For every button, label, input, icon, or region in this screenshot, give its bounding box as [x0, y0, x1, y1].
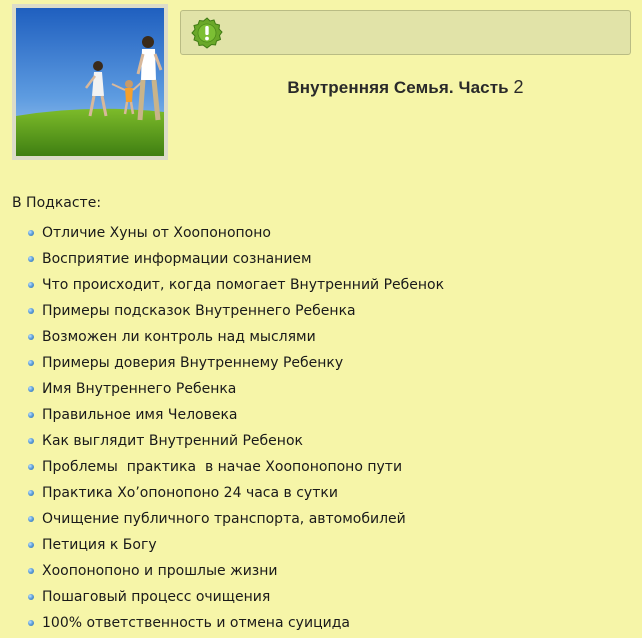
title-part-number: 2: [513, 77, 524, 97]
list-item: [0, 560, 444, 586]
article-title: [180, 77, 631, 98]
list-item-text: Пошаговый процесс очищения: [42, 589, 271, 605]
bullet-icon: [28, 230, 34, 236]
bullet-icon: [28, 568, 34, 574]
list-item: [0, 430, 444, 456]
list-item-text: Хоопонопоно и прошлые жизни: [42, 563, 278, 579]
list-item-text: Примеры доверия Внутреннему Ребенку: [42, 355, 344, 371]
title-part: Часть: [458, 78, 514, 97]
bullet-icon: [28, 282, 34, 288]
bullet-icon: [28, 412, 34, 418]
list-item: [0, 352, 444, 378]
list-item: [0, 612, 444, 638]
bullet-icon: [28, 386, 34, 392]
list-item-text: Отличие Хуны от Хоопонопоно: [42, 225, 271, 241]
list-item-text: Практика Хо’опонопоно 24 часа в сутки: [42, 485, 338, 501]
podcast-topic-list: [0, 222, 444, 638]
list-item: [0, 508, 444, 534]
list-item: [0, 482, 444, 508]
list-item: [0, 456, 444, 482]
list-item-text: Восприятие информации сознанием: [42, 251, 312, 267]
notice-box: [180, 10, 631, 55]
exclamation-icon: [191, 17, 223, 49]
list-item-text: Проблемы практика в начае Хоопонопоно пути: [42, 459, 403, 475]
list-item: [0, 378, 444, 404]
list-item: [0, 586, 444, 612]
list-item-text: Что происходит, когда помогает Внутренний Ребенок: [42, 277, 445, 293]
list-item-text: 100% ответственность и отмена суицида: [42, 615, 350, 631]
list-item-text: Примеры подсказок Внутреннего Ребенка: [42, 303, 356, 319]
list-item: [0, 222, 444, 248]
list-item-text: Правильное имя Человека: [42, 407, 238, 423]
bullet-icon: [28, 490, 34, 496]
list-item: [0, 326, 444, 352]
list-item-text: Петиция к Богу: [42, 537, 157, 553]
bullet-icon: [28, 334, 34, 340]
bullet-icon: [28, 360, 34, 366]
list-item: [0, 404, 444, 430]
bullet-icon: [28, 438, 34, 444]
bullet-icon: [28, 516, 34, 522]
bullet-icon: [28, 256, 34, 262]
list-item: [0, 534, 444, 560]
list-item-text: Имя Внутреннего Ребенка: [42, 381, 237, 397]
title-main: Внутренняя Семья: [287, 78, 449, 97]
bullet-icon: [28, 308, 34, 314]
family-photo: [12, 4, 168, 160]
list-item-text: Очищение публичного транспорта, автомобилей: [42, 511, 406, 527]
podcast-intro: В Подкасте:: [12, 195, 102, 211]
bullet-icon: [28, 542, 34, 548]
title-separator: .: [448, 78, 459, 97]
family-photo-image: [16, 8, 164, 156]
list-item-text: Возможен ли контроль над мыслями: [42, 329, 316, 345]
list-item: [0, 248, 444, 274]
bullet-icon: [28, 620, 34, 626]
bullet-icon: [28, 464, 34, 470]
list-item-text: Как выглядит Внутренний Ребенок: [42, 433, 303, 449]
list-item: [0, 274, 444, 300]
list-item: [0, 300, 444, 326]
bullet-icon: [28, 594, 34, 600]
